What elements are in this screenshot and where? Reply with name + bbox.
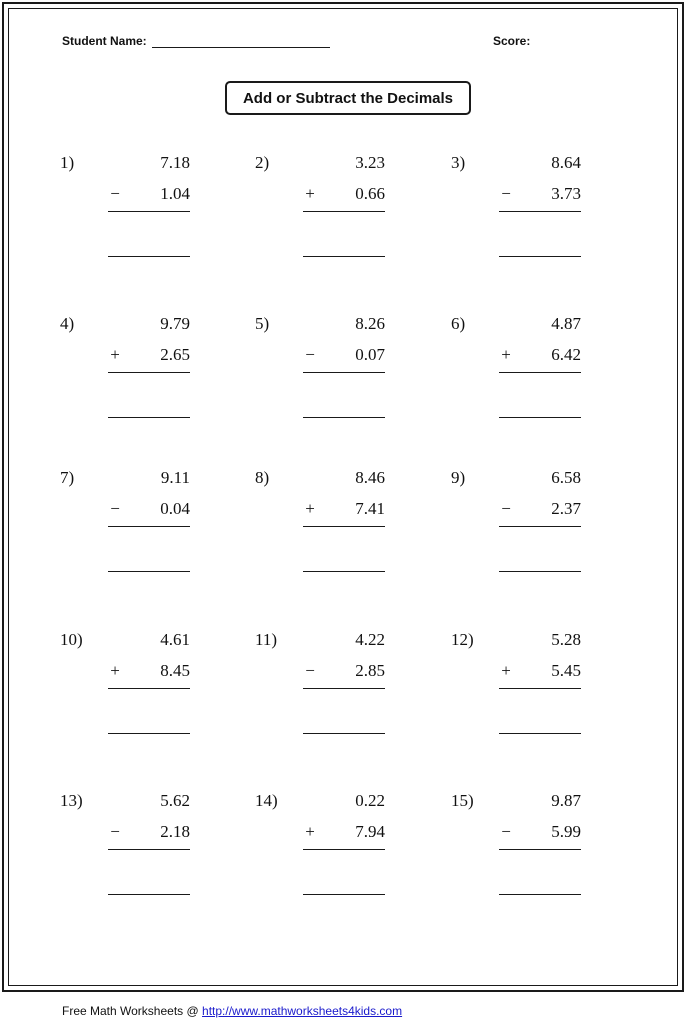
top-operand: 3.23	[355, 153, 385, 172]
operator: +	[305, 184, 315, 203]
answer-line	[303, 417, 385, 418]
footer-link[interactable]: http://www.mathworksheets4kids.com	[202, 1004, 403, 1018]
problem-number: 7)	[60, 468, 75, 487]
answer-line	[108, 571, 190, 572]
problem-14	[255, 791, 405, 921]
problem-number: 15)	[451, 791, 474, 810]
student-name-label: Student Name:	[62, 34, 147, 48]
operator: −	[501, 184, 511, 203]
operator: +	[305, 499, 315, 518]
problem-5	[255, 314, 405, 444]
problem-11	[255, 630, 405, 760]
bottom-operand: 5.45	[551, 661, 581, 680]
sum-rule	[303, 526, 385, 527]
problem-number: 1)	[60, 153, 75, 172]
bottom-operand: 7.94	[355, 822, 385, 841]
bottom-operand: 2.65	[160, 345, 190, 364]
top-operand: 4.87	[551, 314, 581, 333]
answer-line	[499, 417, 581, 418]
problem-2	[255, 153, 405, 283]
footer	[62, 1004, 402, 1018]
operator: +	[110, 661, 120, 680]
bottom-operand: 2.85	[355, 661, 385, 680]
bottom-operand: 3.73	[551, 184, 581, 203]
sum-rule	[499, 526, 581, 527]
problem-number: 3)	[451, 153, 466, 172]
bottom-operand: 0.66	[355, 184, 385, 203]
problem-number: 13)	[60, 791, 83, 810]
problem-number: 10)	[60, 630, 83, 649]
problem-number: 2)	[255, 153, 270, 172]
score-label: Score:	[493, 34, 531, 48]
sum-rule	[108, 849, 190, 850]
answer-line	[499, 256, 581, 257]
sum-rule	[499, 849, 581, 850]
operator: +	[501, 345, 511, 364]
top-operand: 9.79	[160, 314, 190, 333]
operator: −	[501, 822, 511, 841]
problem-number: 5)	[255, 314, 270, 333]
answer-line	[108, 894, 190, 895]
problem-number: 8)	[255, 468, 270, 487]
problem-number: 4)	[60, 314, 75, 333]
problem-12	[451, 630, 601, 760]
problem-4	[60, 314, 210, 444]
sum-rule	[499, 688, 581, 689]
operator: +	[305, 822, 315, 841]
problem-number: 6)	[451, 314, 466, 333]
footer-text: Free Math Worksheets @	[62, 1004, 203, 1018]
bottom-operand: 0.07	[355, 345, 385, 364]
problem-8	[255, 468, 405, 598]
answer-line	[499, 571, 581, 572]
bottom-operand: 1.04	[160, 184, 190, 203]
sum-rule	[303, 849, 385, 850]
answer-line	[303, 733, 385, 734]
bottom-operand: 2.37	[551, 499, 581, 518]
operator: −	[110, 822, 120, 841]
sum-rule	[108, 372, 190, 373]
top-operand: 8.26	[355, 314, 385, 333]
problem-number: 11)	[255, 630, 278, 649]
answer-line	[108, 417, 190, 418]
operator: +	[110, 345, 120, 364]
problem-number: 12)	[451, 630, 474, 649]
top-operand: 9.87	[551, 791, 581, 810]
problem-3	[451, 153, 601, 283]
operator: −	[501, 499, 511, 518]
sum-rule	[303, 688, 385, 689]
operator: −	[110, 184, 120, 203]
top-operand: 5.62	[160, 791, 190, 810]
bottom-operand: 6.42	[551, 345, 581, 364]
operator: −	[305, 661, 315, 680]
answer-line	[303, 894, 385, 895]
sum-rule	[499, 211, 581, 212]
operator: −	[305, 345, 315, 364]
bottom-operand: 0.04	[160, 499, 190, 518]
sum-rule	[499, 372, 581, 373]
problem-13	[60, 791, 210, 921]
answer-line	[108, 256, 190, 257]
answer-line	[303, 256, 385, 257]
problem-15	[451, 791, 601, 921]
worksheet-title: Add or Subtract the Decimals	[225, 81, 471, 115]
operator: −	[110, 499, 120, 518]
bottom-operand: 7.41	[355, 499, 385, 518]
problem-9	[451, 468, 601, 598]
sum-rule	[303, 372, 385, 373]
top-operand: 4.22	[355, 630, 385, 649]
problem-7	[60, 468, 210, 598]
bottom-operand: 5.99	[551, 822, 581, 841]
problem-number: 9)	[451, 468, 466, 487]
top-operand: 8.46	[355, 468, 385, 487]
sum-rule	[303, 211, 385, 212]
top-operand: 0.22	[355, 791, 385, 810]
answer-line	[303, 571, 385, 572]
top-operand: 7.18	[160, 153, 190, 172]
top-operand: 5.28	[551, 630, 581, 649]
problem-10	[60, 630, 210, 760]
sum-rule	[108, 688, 190, 689]
problem-number: 14)	[255, 791, 278, 810]
problem-1	[60, 153, 210, 283]
sum-rule	[108, 211, 190, 212]
top-operand: 4.61	[160, 630, 190, 649]
answer-line	[499, 894, 581, 895]
top-operand: 6.58	[551, 468, 581, 487]
bottom-operand: 8.45	[160, 661, 190, 680]
bottom-operand: 2.18	[160, 822, 190, 841]
top-operand: 8.64	[551, 153, 581, 172]
answer-line	[499, 733, 581, 734]
operator: +	[501, 661, 511, 680]
problem-6	[451, 314, 601, 444]
answer-line	[108, 733, 190, 734]
sum-rule	[108, 526, 190, 527]
top-operand: 9.11	[160, 468, 190, 487]
